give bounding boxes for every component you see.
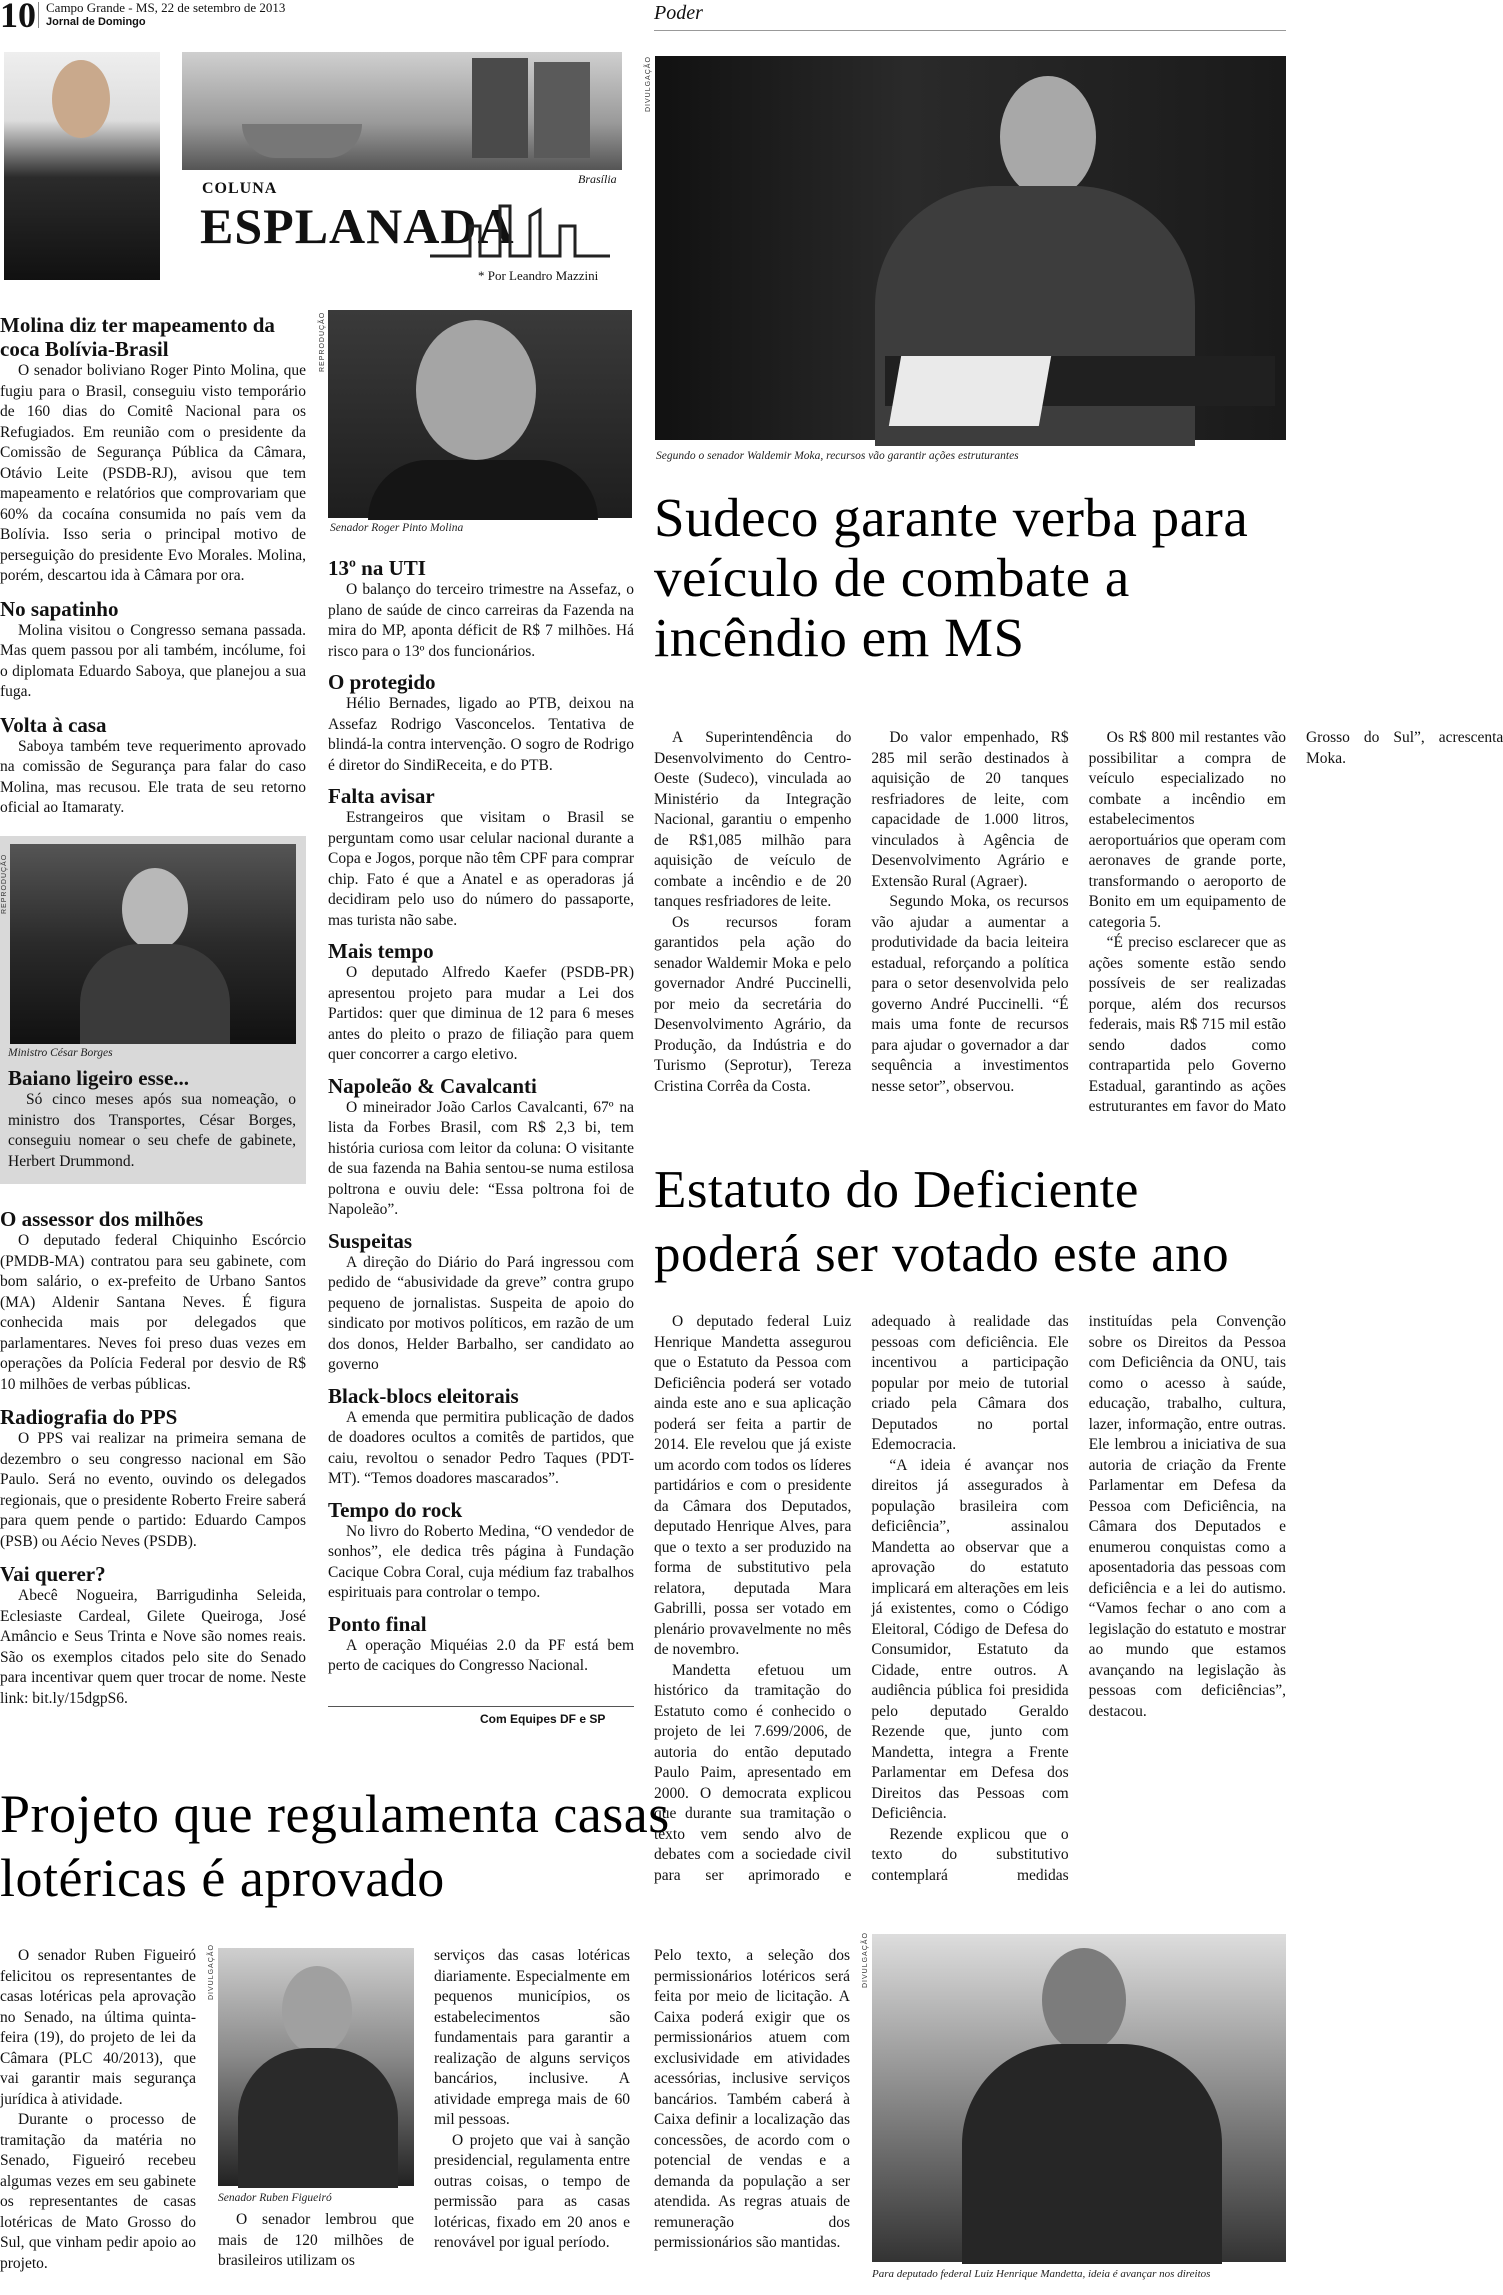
city-label: Brasília xyxy=(578,172,617,186)
paragraph: Rezende explicou que o texto do substitutivo contemplará medidas instituídas pela Convenção sobre os Direitos da Pessoa com Deficiência da ONU, tais como o acesso à saúde, educação, trabalho, cultura, lazer, informação, entre outras. Ele lembrou a iniciativa de sua autoria de criação da Frente Parlamentar em Defesa da Pessoa com Deficiência, na Câmara dos Deputados e enumerou conquistas como a aposentadoria das pessoas com deficiência e a lei do autismo. “Vamos fechar o ano com a legislação do estatuto e mostrar ao mundo que estamos avançando na legislação às pessoas com deficiências”, destacou. xyxy=(871,1313,1286,1884)
column-right xyxy=(328,556,634,1677)
paragraph: serviços das casas lotéricas diariamente. Especialmente em pequenos municípios, os estabelecimentos são fundamentais para garantir a realização de alguns serviços bancários, inclusive. A atividade emprega mais de 60 mil pessoas. xyxy=(434,1947,630,2128)
mandetta-photo xyxy=(872,1934,1286,2262)
paragraph: “A ideia é avançar nos direitos já assegurados à população brasileira com deficiência”, assinalou Mandetta ao observar que a aprovação do estatuto implicará em alterações em leis já existentes, como o Código Eleitoral, Código de Defesa do Consumidor, Estatuto da Cidade, entre outros. A audiência pública foi presidida pelo deputado Geraldo Rezende que, junto com Mandetta, integra a Frente Parlamentar em Defesa dos Direitos das Pessoas com Deficiência. xyxy=(871,1456,1069,1822)
item-text: Hélio Bernades, ligado ao PTB, deixou na Assefaz Rodrigo Vasconcelos. Tentativa de blindá-la contra intervenção. O sogro de Rodrigo é diretor do SindiReceita, e do PTB. xyxy=(328,695,634,774)
header-rule xyxy=(654,30,1286,31)
photo-credit: DIVULGAÇÃO xyxy=(645,56,652,112)
sudeco-headline: Sudeco garante verba para veículo de combate a incêndio em MS xyxy=(654,487,1249,668)
estatuto-headline: Estatuto do Deficiente poderá ser votado este ano xyxy=(654,1161,1230,1283)
item-text: Abecê Nogueira, Barrigudinha Seleida, Eclesiaste Cardeal, Gilete Queiroga, José Amâncio e Seus Trinta e Nove são nomes reais. São os exemplos citados pelo site do Senado para incentivar quem quer trocar de nome. Neste link: bit.ly/15dgpS6. xyxy=(0,1587,306,1707)
paper-name: Jornal de Domingo xyxy=(46,16,146,28)
item-title: O protegido xyxy=(328,670,436,694)
item-text: Só cinco meses após sua nomeação, o ministro dos Transportes, César Borges, conseguiu nomear o seu chefe de gabinete, Herbert Drummond. xyxy=(8,1091,296,1170)
paragraph: “É preciso esclarecer que as ações somente estão sendo possíveis de ser realizadas porque, além dos recursos federais, mais R$ 715 mil estão sendo dados como contrapartida pelo Governo Estadual, garantindo as ações estruturantes em favor do Mato Grosso do Sul”, acrescenta Moka. xyxy=(1088,729,1503,1115)
header-divider xyxy=(38,2,39,28)
item-title: O assessor dos milhões xyxy=(0,1207,204,1231)
cesar-borges-photo xyxy=(10,844,296,1044)
item-title: Black-blocs eleitorais xyxy=(328,1383,519,1408)
paragraph: O senador lembrou que mais de 120 milhões de brasileiros utilizam os xyxy=(218,2211,414,2269)
photo-caption: Senador Roger Pinto Molina xyxy=(330,522,464,534)
coluna-label: COLUNA xyxy=(202,180,278,197)
paragraph: A Superintendência do Desenvolvimento do Centro-Oeste (Sudeco), vinculada ao Ministério da Integração Nacional, garantiu o empenho de R$1,085 milhão para aquisição de veículo de combate a incêndio e de 20 tanques resfriadores de leite. xyxy=(654,729,852,910)
item-title: Tempo do rock xyxy=(328,1497,463,1522)
paragraph: Do valor empenhado, R$ 285 mil serão destinados à aquisição de 20 tanques resfriadores de leite, com capacidade de 1.000 litros, vinculados à Agência de Desenvolvimento Agrário e Extensão Rural (Agraer). xyxy=(871,729,1069,890)
lotericas-headline: Projeto que regulamenta casas lotéricas é aprovado xyxy=(0,1784,670,1908)
section-label: Poder xyxy=(654,2,703,24)
molina-photo xyxy=(328,310,632,518)
photo-credit: DIVULGAÇÃO xyxy=(862,1932,869,1988)
item-text: A operação Miquéias 2.0 da PF está bem perto de caciques do Congresso Nacional. xyxy=(328,1636,634,1674)
paragraph: Mandetta efetuou um histórico da tramitação do Estatuto como é conhecido o projeto de lei 7.699/2006, de autoria do então deputado Paulo Paim, apresentado em 2000. O democrata explicou que durante sua tramitação o texto vem sendo alvo de debates com a sociedade civil para ser aprimorado e adequado à realidade das pessoas com deficiência. Ele incentivou a participação popular por meio de tutorial criado pela Câmara dos Deputados no portal Edemocracia. xyxy=(654,1313,1069,1884)
photo-caption: Ministro César Borges xyxy=(8,1047,113,1059)
item-title: Baiano ligeiro esse... xyxy=(8,1066,190,1090)
item-text: O deputado Alfredo Kaefer (PSDB-PR) apresentou projeto para mudar a Lei dos Partidos: quer que diminua de 12 para 6 meses antes do pleito o prazo de filiação para quem quer concorrer a cargo eletivo. xyxy=(328,964,634,1063)
item-text: Saboya também teve requerimento aprovado na comissão de Segurança para falar do caso Molina, mas recusou. Ele trata de seu retorno oficial ao Itamaraty. xyxy=(0,737,306,816)
lotericas-col4 xyxy=(654,1946,850,2254)
item-title: 13º na UTI xyxy=(328,556,426,580)
lotericas-col2 xyxy=(218,2210,414,2272)
item-title: Suspeitas xyxy=(328,1228,413,1253)
byline: * Por Leandro Mazzini xyxy=(478,268,599,283)
highlight-box xyxy=(0,836,306,1184)
columnist-photo xyxy=(4,52,160,280)
column-title: ESPLANADA xyxy=(200,198,515,254)
item-title: No sapatinho xyxy=(0,596,119,621)
item-text: No livro do Roberto Medina, “O vendedor de sonhos”, ele dedica três página à Fundação Cacique Cobra Coral, cuja médium faz trabalhos espirituais para controlar o tempo. xyxy=(328,1522,634,1601)
photo-caption: Para deputado federal Luiz Henrique Mandetta, ideia é avançar nos direitos xyxy=(872,2268,1211,2280)
item-title: Radiografia do PPS xyxy=(0,1405,178,1429)
item-text: Molina visitou o Congresso semana passada. Mas quem passou por ali também, incólume, foi o diplomata Eduardo Saboya, que planejou a sua fuga. xyxy=(0,621,306,700)
column-left-top xyxy=(0,313,306,819)
item-title: Vai querer? xyxy=(0,1562,106,1586)
lotericas-col3 xyxy=(434,1946,630,2254)
page-number: 10 xyxy=(0,0,36,35)
paragraph: Pelo texto, a seleção dos permissionários lotéricos será feita por meio de licitação. A Caixa poderá exigir que os permissionários atuem com exclusividade em atividades acessórias, inclusive serviços bancários. Também caberá à Caixa definir a localização das concessões, de acordo com o potencial de vendas e a demanda da população a ser atendida. As regras atuais de remuneração dos permissionários são mantidas. xyxy=(654,1947,850,2251)
sudeco-body xyxy=(654,728,1503,1130)
item-title: Volta à casa xyxy=(0,712,107,737)
photo-credit: DIVULGAÇÃO xyxy=(208,1944,215,2000)
column-end-rule xyxy=(328,1706,634,1707)
paragraph: Segundo Moka, os recursos vão ajudar a aumentar a produtividade da bacia leiteira estadual, reforçando a política para o setor desenvolvida pelo governo André Puccinelli. “É mais uma fonte de recursos para ajudar o governador a dar sequência a investimentos nesse setor”, observou. xyxy=(871,893,1069,1095)
lotericas-col1 xyxy=(0,1946,196,2274)
item-text: A emenda que permitira publicação de dados de doadores ocultos a comitês de partidos, que caiu, revoltou o senador Pedro Taques (PDT-MT). “Temos doadores mascarados”. xyxy=(328,1408,634,1487)
item-text: O mineirador João Carlos Cavalcanti, 67º na lista da Forbes Brasil, com R$ 2,3 bi, tem história curiosa com leitor da coluna: O visitante de sua fazenda na Bahia sentou-se numa estilosa poltrona e ouviu dele: “Essa poltrona foi de Napoleão”. xyxy=(328,1098,634,1218)
dateline: Campo Grande - MS, 22 de setembro de 2013 xyxy=(46,0,286,15)
figueiro-photo xyxy=(218,1948,414,2186)
column-left-bottom xyxy=(0,1207,306,1709)
paragraph: O senador Ruben Figueiró felicitou os representantes de casas lotéricas pela aprovação no Senado, na última quinta-feira (19), do projeto de lei da Câmara (PLC 40/2013), que vai garantir mais segurança jurídica à atividade. xyxy=(0,1947,196,2108)
photo-caption: Segundo o senador Waldemir Moka, recursos vão garantir ações estruturantes xyxy=(656,450,1019,462)
item-text: O PPS vai realizar na primeira semana de dezembro o seu congresso nacional em São Paulo. Será no evento, ouvindo os delegados regionais, que o presidente Roberto Freire saberá para quem pende o partido: Eduardo Campos (PSB) ou Aécio Neves (PSDB). xyxy=(0,1430,306,1550)
item-text: O balanço do terceiro trimestre na Assefaz, o plano de saúde de cinco carreiras da Fazenda na mira do MP, aponta déficit de R$ 7 milhões. Há risco para o 13º dos funcionários. xyxy=(328,581,634,660)
paragraph: Os recursos foram garantidos pela ação do senador Waldemir Moka e pelo governador André Puccinelli, por meio da secretária do Desenvolvimento Agrário, da Produção, da Indústria e do Turismo (Seprotur), Tereza Cristina Corrêa da Costa. xyxy=(654,913,852,1095)
paragraph: Os R$ 800 mil restantes vão possibilitar a compra de veículo especializado no combate a incêndio em estabelecimentos aeroportuários que operam com aeronaves de grande porte, transformando o aeroporto de Bonito em um equipamento de categoria 5. xyxy=(1088,729,1286,931)
photo-credit: REPRODUÇÃO xyxy=(319,311,326,372)
photo-caption: Senador Ruben Figueiró xyxy=(218,2192,332,2204)
item-title: Falta avisar xyxy=(328,784,435,808)
photo-credit: REPRODUÇÃO xyxy=(1,853,8,914)
paragraph: Durante o processo de tramitação da matéria no Senado, Figueiró recebeu algumas vezes em seu gabinete os representantes de casas lotéricas de Mato Grosso do Sul, que vinham pedir apoio ao projeto. xyxy=(0,2111,196,2272)
paragraph: O deputado federal Luiz Henrique Mandetta assegurou que o Estatuto da Pessoa com Deficiência poderá ser votado ainda este ano e sua aplicação poderá ser feita a partir de 2014. Ele revelou que já existe um acordo com todos os líderes partidários e com o presidente da Câmara dos Deputados, deputado Henrique Alves, para que o texto a ser produzido na forma de substitutivo pela relatora, deputada Mara Gabrilli, possa ser votado em plenário provavelmente no mês de novembro. xyxy=(654,1313,852,1658)
congress-photo xyxy=(182,52,622,170)
item-text: Estrangeiros que visitam o Brasil se perguntam como usar celular nacional durante a Copa e Jogos, porque não têm CPF para comprar chip. Fato é que a Anatel e as operadoras já decidiram pelo uso do número do passaporte, mas turista não sabe. xyxy=(328,809,634,929)
item-title: Molina diz ter mapeamento da coca Bolívia-Brasil xyxy=(0,313,275,361)
item-text: O senador boliviano Roger Pinto Molina, que fugiu para o Brasil, conseguiu visto temporário de 160 dias do Comitê Nacional para os Refugiados. Em reunião com o presidente da Comissão de Segurança Pública da Câmara, Otávio Leite (PSDB-RJ), avisou que tem mapeamento e relatórios que comprovariam que 60% da cocaína consumida no país vem da Bolívia. Isso seria o principal motivo de perseguição do presidente Evo Morales. Molina, porém, descartou ida à Câmara por ora. xyxy=(0,362,306,584)
moka-photo xyxy=(655,56,1286,440)
column-footer: Com Equipes DF e SP xyxy=(480,1712,606,1726)
item-title: Napoleão & Cavalcanti xyxy=(328,1073,537,1098)
item-text: O deputado federal Chiquinho Escórcio (PMDB-MA) contratou para seu gabinete, com bom salário, o ex-prefeito de Urbano Santos (MA) Aldenir Santana Neves. É figura conhecida mais por delegados que parlamentares. Neves foi preso duas vezes em operações da Polícia Federal por desvio de R$ 10 milhões de verbas públicas. xyxy=(0,1232,306,1393)
item-title: Mais tempo xyxy=(328,939,434,963)
skyline-logo xyxy=(430,196,610,264)
item-text: A direção do Diário do Pará ingressou com pedido de “abusividade da greve” contra grupo pequeno de jornalistas. Suspeita de apoio do sindicato por motivos políticos, em razão de um dos donos, Helder Barbalho, ser candidato ao governo xyxy=(328,1253,634,1373)
item-title: Ponto final xyxy=(328,1611,427,1636)
paragraph: O projeto que vai à sanção presidencial, regulamenta entre outras coisas, o tempo de permissão para as casas lotéricas, fixado em 20 anos e renovável por igual período. xyxy=(434,2131,630,2251)
